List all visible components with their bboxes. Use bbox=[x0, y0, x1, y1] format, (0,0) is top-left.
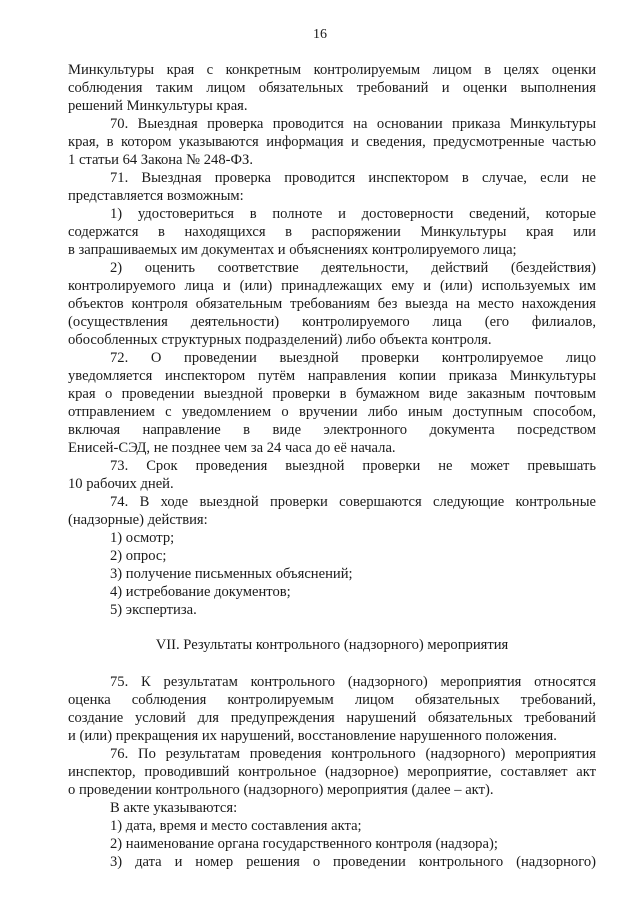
list-item: 1) осмотр; bbox=[110, 530, 175, 546]
list-item: 1) дата, время и место составления акта; bbox=[110, 818, 362, 834]
section-heading: VII. Результаты контрольного (надзорного) мероприятия bbox=[155, 637, 509, 653]
list-item: 3) получение письменных объяснений; bbox=[110, 566, 353, 582]
text-line: 70. Выездная проверка проводится на основании приказа Минкультуры bbox=[110, 116, 596, 132]
list-item: 5) экспертиза. bbox=[110, 602, 197, 618]
text-line: В акте указываются: bbox=[110, 800, 238, 816]
text-line: создание условий для предупреждения нарушений обязательных требований bbox=[68, 710, 596, 726]
text-line: представляется возможным: bbox=[68, 188, 244, 204]
text-line: 75. К результатам контрольного (надзорного) мероприятия относятся bbox=[110, 674, 596, 690]
text-line: о проведении контрольного (надзорного) мероприятия (далее – акт). bbox=[68, 782, 494, 798]
text-line: Енисей-СЭД, не позднее чем за 24 часа до её начала. bbox=[68, 440, 396, 456]
text-line: 73. Срок проведения выездной проверки не может превышать bbox=[110, 458, 596, 474]
text-line: соблюдения таким лицом обязательных требований и оценки выполнения bbox=[68, 80, 596, 96]
text-line: 1 статьи 64 Закона № 248-ФЗ. bbox=[68, 152, 253, 168]
text-line: 2) оценить соответствие деятельности, действий (бездействия) bbox=[110, 260, 596, 276]
text-line: обособленных структурных подразделений) либо объекта контроля. bbox=[68, 332, 492, 348]
text-line: 10 рабочих дней. bbox=[68, 476, 174, 492]
text-line: края о проведении выездной проверки в бумажном виде заказным почтовым bbox=[68, 386, 596, 402]
text-line: уведомляется инспектором путём направления копии приказа Минкультуры bbox=[68, 368, 596, 384]
text-line: содержатся в находящихся в распоряжении Минкультуры края или bbox=[68, 224, 596, 240]
list-item: 2) наименование органа государственного контроля (надзора); bbox=[110, 836, 498, 852]
text-line: 72. О проведении выездной проверки контролируемое лицо bbox=[110, 350, 596, 366]
list-item: 2) опрос; bbox=[110, 548, 167, 564]
text-line: 1) удостовериться в полноте и достоверности сведений, которые bbox=[110, 206, 596, 222]
text-line: включая направление в виде электронного документа посредством bbox=[68, 422, 596, 438]
text-line: 74. В ходе выездной проверки совершаются следующие контрольные bbox=[110, 494, 596, 510]
text-line: Минкультуры края с конкретным контролируемым лицом в целях оценки bbox=[68, 62, 596, 78]
text-line: оценка соблюдения контролируемым лицом обязательных требований, bbox=[68, 692, 596, 708]
text-line: в запрашиваемых им документах и объяснениях контролируемого лица; bbox=[68, 242, 517, 258]
page-number: 16 bbox=[313, 27, 327, 42]
list-item: 3) дата и номер решения о проведении контрольного (надзорного) bbox=[110, 854, 596, 870]
text-line: инспектор, проводивший контрольное (надзорное) мероприятие, составляет акт bbox=[68, 764, 596, 780]
list-item: 4) истребование документов; bbox=[110, 584, 291, 600]
text-line: контролируемого лица и (или) принадлежащих ему и (или) используемых им bbox=[68, 278, 596, 294]
text-line: 71. Выездная проверка проводится инспектором в случае, если не bbox=[110, 170, 596, 186]
text-line: и (или) прекращения их нарушений, восстановление нарушенного положения. bbox=[68, 728, 557, 744]
text-line: объектов контроля обязательным требованиям без выезда на место нахождения bbox=[68, 296, 596, 312]
text-line: отправлением с уведомлением о вручении либо иным доступным способом, bbox=[68, 404, 596, 420]
text-line: решений Минкультуры края. bbox=[68, 98, 248, 114]
text-line: (осуществления деятельности) контролируемого лица (его филиалов, bbox=[68, 314, 596, 330]
text-line: 76. По результатам проведения контрольного (надзорного) мероприятия bbox=[110, 746, 596, 762]
text-line: края, в котором указываются информация и сведения, предусмотренные частью bbox=[68, 134, 596, 150]
text-line: (надзорные) действия: bbox=[68, 512, 208, 528]
